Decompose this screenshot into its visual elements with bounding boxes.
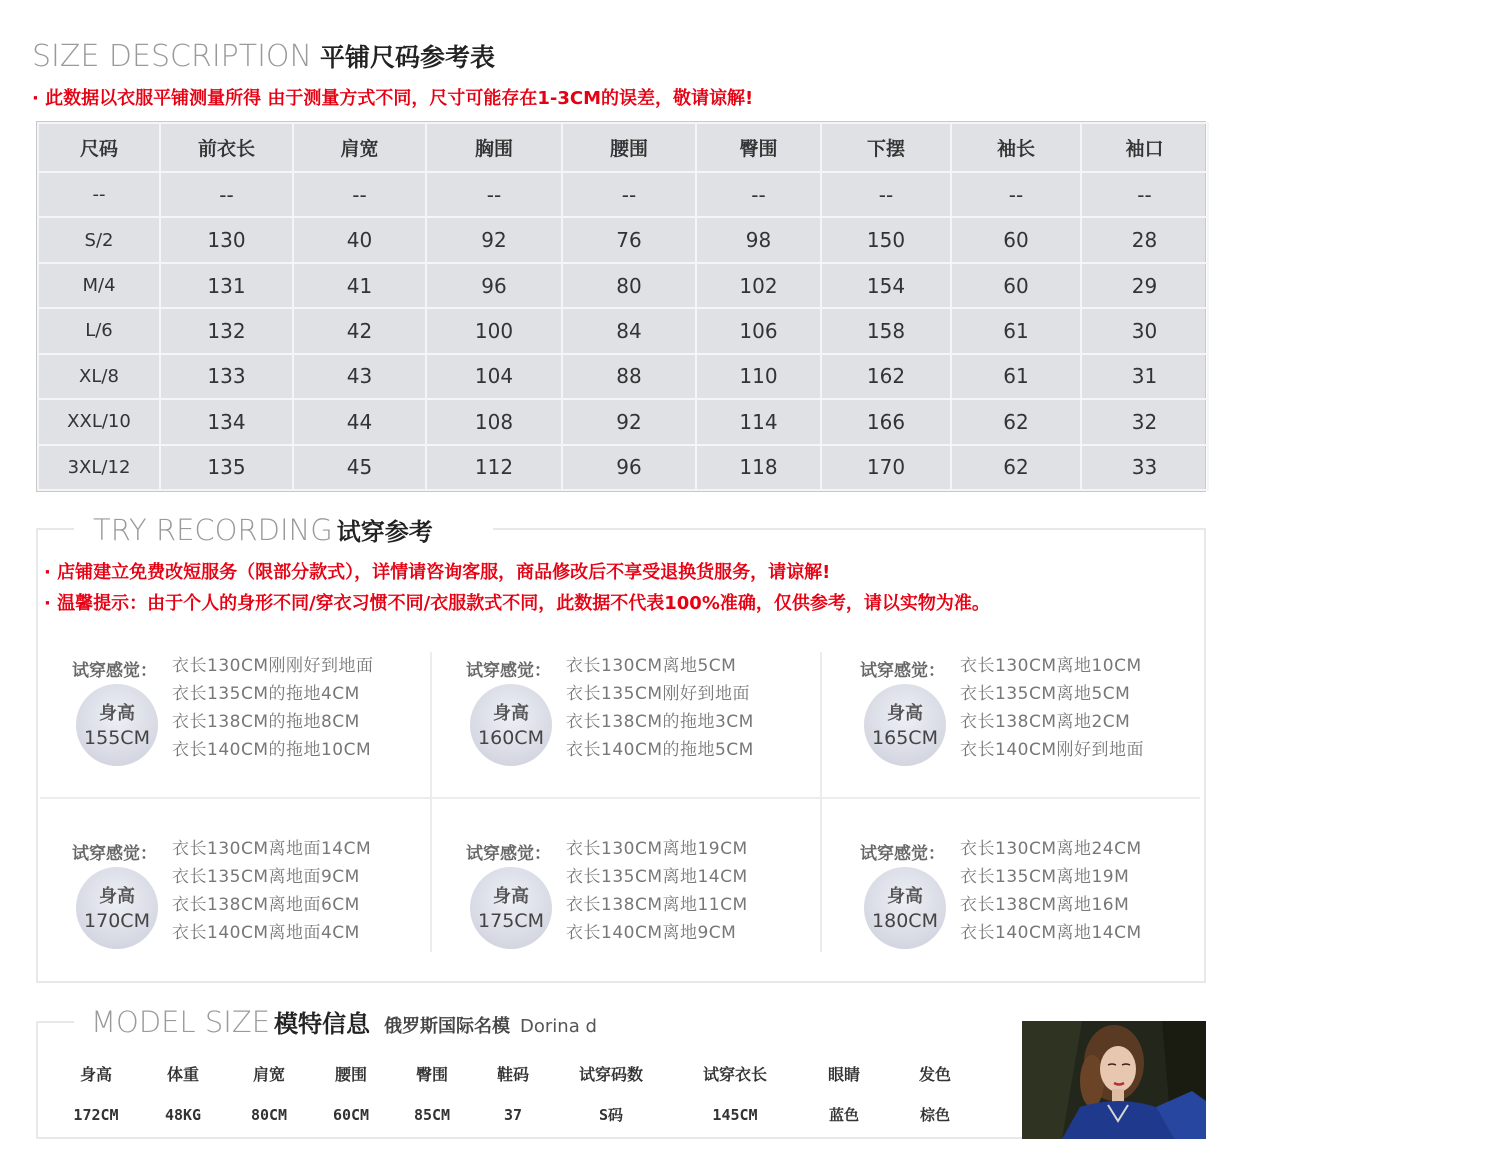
- measure-cell: 62: [951, 445, 1081, 490]
- try-line: 衣长130CM刚刚好到地面: [172, 656, 374, 676]
- measure-cell: 154: [821, 263, 951, 308]
- size-table-header-row: [38, 123, 1208, 172]
- size-cell: XXL/10: [38, 399, 160, 444]
- height-badge-title: 身高: [99, 886, 135, 907]
- height-badge-value: 165CM: [872, 727, 938, 749]
- table-header: 尺码: [38, 123, 160, 172]
- height-badge-title: 身高: [99, 703, 135, 724]
- measure-cell: 60: [951, 263, 1081, 308]
- try-feel-label: 试穿感觉：: [860, 844, 945, 864]
- measure-cell: 76: [562, 217, 696, 262]
- try-line: 衣长138CM的拖地8CM: [172, 712, 360, 732]
- height-badge: [470, 684, 552, 766]
- try-line: 衣长140CM离地面4CM: [172, 923, 360, 943]
- measure-cell: 45: [293, 445, 426, 490]
- height-badge-value: 155CM: [84, 727, 150, 749]
- measure-cell: 132: [160, 308, 293, 353]
- table-header: 胸围: [426, 123, 562, 172]
- measure-cell: 108: [426, 399, 562, 444]
- try-cell: [466, 839, 846, 979]
- try-note-1: · 店铺建立免费改短服务（限部分款式），详情请咨询客服，商品修改后不享受退换货服务，请谅解!: [44, 562, 831, 583]
- try-line: 衣长135CM刚好到地面: [566, 684, 750, 704]
- measure-cell: 41: [293, 263, 426, 308]
- measure-cell: 106: [696, 308, 821, 353]
- measure-cell: 96: [562, 445, 696, 490]
- model-attribute-label: 身高: [79, 1065, 112, 1084]
- try-note-2: · 温馨提示：由于个人的身形不同/穿衣习惯不同/衣服款式不同，此数据不代表100%准确，仅供参考，请以实物为准。: [44, 593, 990, 614]
- measure-cell: 92: [562, 399, 696, 444]
- height-badge-title: 身高: [493, 703, 529, 724]
- try-line: 衣长130CM离地面14CM: [172, 839, 372, 859]
- measure-cell: 62: [951, 399, 1081, 444]
- table-header: 腰围: [562, 123, 696, 172]
- size-cell: M/4: [38, 263, 160, 308]
- measure-cell: 42: [293, 308, 426, 353]
- table-row: [38, 263, 1208, 308]
- try-lines: [566, 656, 754, 768]
- try-line: 衣长130CM离地5CM: [566, 656, 737, 676]
- try-feel-label: 试穿感觉：: [466, 844, 551, 864]
- measure-cell: --: [562, 172, 696, 217]
- divider: [36, 1021, 74, 1023]
- model-attribute-value: 棕色: [919, 1106, 950, 1124]
- model-attribute-value: 60CM: [332, 1106, 370, 1124]
- model-title-en: MODEL SIZE: [91, 1005, 271, 1039]
- height-badge-value: 180CM: [872, 910, 938, 932]
- try-lines: [960, 839, 1142, 951]
- model-attribute: [680, 1060, 790, 1130]
- model-attribute-value: 145CM: [712, 1106, 758, 1124]
- measure-cell: 158: [821, 308, 951, 353]
- model-attribute-label: 鞋码: [496, 1065, 529, 1084]
- measure-cell: --: [160, 172, 293, 217]
- try-section-title: [93, 512, 433, 547]
- measure-cell: --: [951, 172, 1081, 217]
- measure-cell: 162: [821, 354, 951, 399]
- size-cell: S/2: [38, 217, 160, 262]
- measure-cell: 135: [160, 445, 293, 490]
- measure-cell: 40: [293, 217, 426, 262]
- try-lines: [172, 656, 374, 768]
- try-line: 衣长130CM离地24CM: [960, 839, 1142, 859]
- model-attribute-value: S码: [598, 1106, 624, 1124]
- try-line: 衣长140CM刚好到地面: [960, 740, 1144, 760]
- model-attribute-value: 37: [503, 1106, 523, 1124]
- height-badge: [470, 867, 552, 949]
- model-section-title: [91, 1004, 597, 1039]
- measure-cell: 28: [1081, 217, 1208, 262]
- measure-cell: 44: [293, 399, 426, 444]
- table-row: [38, 217, 1208, 262]
- height-badge: [76, 867, 158, 949]
- measure-cell: 80: [562, 263, 696, 308]
- model-attribute-label: 眼睛: [827, 1065, 860, 1084]
- measure-cell: 100: [426, 308, 562, 353]
- height-badge-title: 身高: [493, 886, 529, 907]
- try-line: 衣长135CM离地14CM: [566, 867, 748, 887]
- try-line: 衣长138CM离地11CM: [566, 895, 748, 915]
- try-line: 衣长140CM的拖地5CM: [566, 740, 754, 760]
- measure-cell: 104: [426, 354, 562, 399]
- measure-cell: 29: [1081, 263, 1208, 308]
- measure-cell: 31: [1081, 354, 1208, 399]
- model-attribute: [880, 1060, 990, 1130]
- try-feel-label: 试穿感觉：: [860, 661, 945, 681]
- try-line: 衣长135CM离地19M: [960, 867, 1130, 887]
- model-attribute-value: 85CM: [413, 1106, 451, 1124]
- model-title-cn: 模特信息: [274, 1010, 371, 1038]
- model-attribute: [458, 1060, 568, 1130]
- try-lines: [960, 656, 1144, 768]
- table-row: [38, 445, 1208, 490]
- try-feel-label: 试穿感觉：: [466, 661, 551, 681]
- table-row: [38, 354, 1208, 399]
- size-cell: XL/8: [38, 354, 160, 399]
- try-line: 衣长138CM离地16M: [960, 895, 1130, 915]
- measure-cell: 84: [562, 308, 696, 353]
- size-table: [37, 122, 1209, 491]
- table-row: [38, 172, 1208, 217]
- try-line: 衣长138CM的拖地3CM: [566, 712, 754, 732]
- measure-cell: 33: [1081, 445, 1208, 490]
- size-cell: 3XL/12: [38, 445, 160, 490]
- measure-cell: 98: [696, 217, 821, 262]
- try-cell: [72, 656, 452, 796]
- measure-cell: 112: [426, 445, 562, 490]
- model-attribute-value: 80CM: [250, 1106, 288, 1124]
- model-attribute-label: 发色: [918, 1065, 951, 1084]
- measure-cell: 166: [821, 399, 951, 444]
- measure-cell: 96: [426, 263, 562, 308]
- measure-cell: 150: [821, 217, 951, 262]
- measure-cell: 170: [821, 445, 951, 490]
- size-title-cn: 平铺尺码参考表: [320, 43, 496, 72]
- try-cell: [860, 656, 1240, 796]
- model-attribute-value: 48KG: [164, 1106, 202, 1124]
- measure-cell: 61: [951, 354, 1081, 399]
- measure-cell: --: [293, 172, 426, 217]
- divider: [40, 797, 1200, 799]
- try-cell: [72, 839, 452, 979]
- model-photo-image: [1022, 1021, 1206, 1139]
- model-attribute-value: 172CM: [73, 1106, 119, 1124]
- measure-cell: 88: [562, 354, 696, 399]
- measure-cell: --: [1081, 172, 1208, 217]
- measure-cell: 130: [160, 217, 293, 262]
- height-badge: [76, 684, 158, 766]
- try-cell: [466, 656, 846, 796]
- try-title-en: TRY RECORDING: [93, 513, 333, 547]
- try-feel-label: 试穿感觉：: [72, 661, 157, 681]
- size-cell: --: [38, 172, 160, 217]
- measure-cell: 110: [696, 354, 821, 399]
- measure-cell: 102: [696, 263, 821, 308]
- size-table-container: [36, 121, 1206, 492]
- try-line: 衣长140CM离地9CM: [566, 923, 737, 943]
- table-row: [38, 399, 1208, 444]
- try-line: 衣长138CM离地面6CM: [172, 895, 360, 915]
- model-attribute-label: 腰围: [334, 1065, 367, 1084]
- try-line: 衣长135CM的拖地4CM: [172, 684, 360, 704]
- measure-cell: 134: [160, 399, 293, 444]
- try-line: 衣长140CM的拖地10CM: [172, 740, 372, 760]
- model-attribute-label: 臀围: [415, 1065, 448, 1084]
- measure-cell: --: [426, 172, 562, 217]
- measure-cell: 60: [951, 217, 1081, 262]
- try-line: 衣长130CM离地19CM: [566, 839, 748, 859]
- measure-cell: 133: [160, 354, 293, 399]
- measure-cell: 118: [696, 445, 821, 490]
- model-subtitle: 俄罗斯国际名模: [384, 1016, 511, 1037]
- try-line: 衣长138CM离地2CM: [960, 712, 1131, 732]
- measure-cell: 114: [696, 399, 821, 444]
- size-cell: L/6: [38, 308, 160, 353]
- height-badge: [864, 867, 946, 949]
- model-attribute-label: 体重: [166, 1065, 199, 1084]
- measure-cell: 61: [951, 308, 1081, 353]
- measure-cell: 32: [1081, 399, 1208, 444]
- table-header: 袖长: [951, 123, 1081, 172]
- try-lines: [172, 839, 371, 951]
- measure-cell: 43: [293, 354, 426, 399]
- model-photo: [1022, 1021, 1206, 1139]
- try-title-cn: 试穿参考: [336, 518, 433, 546]
- height-badge-value: 160CM: [478, 727, 544, 749]
- model-attribute-label: 肩宽: [252, 1065, 285, 1084]
- measure-cell: --: [821, 172, 951, 217]
- measure-cell: 30: [1081, 308, 1208, 353]
- model-attribute-value: 蓝色: [828, 1106, 859, 1124]
- size-title-en: SIZE DESCRIPTION: [32, 39, 312, 74]
- height-badge-title: 身高: [887, 886, 923, 907]
- height-badge-value: 170CM: [84, 910, 150, 932]
- measure-cell: 92: [426, 217, 562, 262]
- table-header: 肩宽: [293, 123, 426, 172]
- divider: [493, 528, 1206, 530]
- measure-cell: 131: [160, 263, 293, 308]
- model-attribute-label: 试穿衣长: [702, 1065, 767, 1084]
- measure-cell: --: [696, 172, 821, 217]
- model-attribute: [556, 1060, 666, 1130]
- try-line: 衣长135CM离地5CM: [960, 684, 1131, 704]
- try-cell: [860, 839, 1240, 979]
- try-line: 衣长135CM离地面9CM: [172, 867, 360, 887]
- table-header: 袖口: [1081, 123, 1208, 172]
- table-header: 臀围: [696, 123, 821, 172]
- height-badge: [864, 684, 946, 766]
- table-header: 下摆: [821, 123, 951, 172]
- try-lines: [566, 839, 748, 951]
- try-feel-label: 试穿感觉：: [72, 844, 157, 864]
- try-line: 衣长130CM离地10CM: [960, 656, 1142, 676]
- try-line: 衣长140CM离地14CM: [960, 923, 1142, 943]
- table-row: [38, 308, 1208, 353]
- divider: [36, 528, 74, 530]
- height-badge-title: 身高: [887, 703, 923, 724]
- height-badge-value: 175CM: [478, 910, 544, 932]
- size-note: · 此数据以衣服平铺测量所得 由于测量方式不同，尺寸可能存在1-3CM的误差，敬请谅解!: [32, 88, 754, 109]
- size-section-title: [32, 38, 495, 74]
- table-header: 前衣长: [160, 123, 293, 172]
- model-attribute-label: 试穿码数: [578, 1065, 643, 1084]
- model-name: Dorina d: [520, 1016, 597, 1037]
